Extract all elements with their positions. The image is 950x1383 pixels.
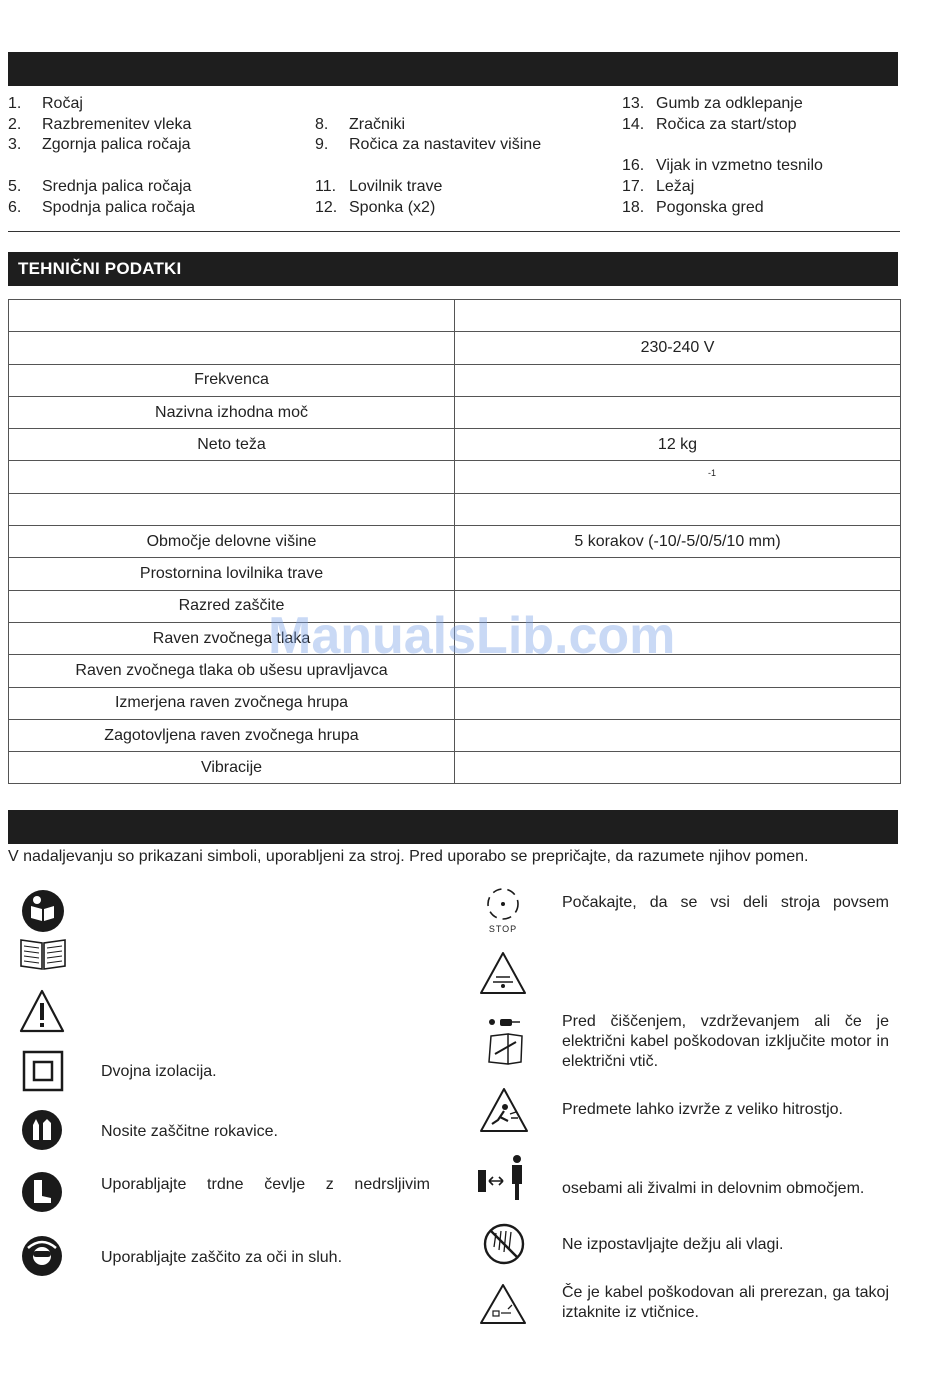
spec-label: Zagotovljena raven zvočnega hrupa [9, 719, 455, 751]
stop-rotation-icon [480, 884, 526, 936]
list-item: 17. Ležaj [622, 177, 695, 195]
spec-label [9, 493, 455, 525]
spec-value: 5 korakov (-10/-5/0/5/10 mm) [455, 526, 901, 558]
spec-label: Izmerjena raven zvočnega hrupa [9, 687, 455, 719]
list-item: 11. Lovilnik trave [315, 177, 443, 195]
specs-header-bar [8, 252, 898, 286]
thrown-objects-text: Predmete lahko izvrže z veliko hitrostjo. [562, 1101, 843, 1118]
table-row [9, 300, 901, 332]
stop-label: STOP [488, 924, 518, 934]
spec-value [455, 622, 901, 654]
spec-label: Neto teža [9, 429, 455, 461]
spec-value [455, 687, 901, 719]
spec-label [9, 300, 455, 332]
thrown-objects-icon [478, 1086, 530, 1134]
spec-label: Območje delovne višine [9, 526, 455, 558]
spec-value [455, 364, 901, 396]
spec-value [455, 558, 901, 590]
parts-header-bar [8, 52, 898, 86]
eye-ear-protection-icon [20, 1234, 64, 1278]
list-item: 1. Ročaj [8, 95, 83, 112]
watermark: ManualsLib.com [268, 607, 676, 665]
spec-value [455, 590, 901, 622]
table-row [9, 752, 901, 784]
list-item: 13. Gumb za odklepanje [622, 95, 803, 112]
specs-table [8, 299, 901, 784]
spec-label: Raven zvočnega tlaka [9, 622, 455, 654]
table-row [9, 396, 901, 428]
blade-hazard-icon [478, 950, 528, 996]
symbols-intro: V nadaljevanju so prikazani simboli, uporabljeni za stroj. Pred uporabo se prepričajte, da razumete njihov pomen. [8, 848, 809, 865]
spec-label [9, 332, 455, 364]
table-row [9, 429, 901, 461]
open-book-icon [18, 936, 68, 972]
spec-value [455, 655, 901, 687]
spec-value [455, 300, 901, 332]
list-item: 8. Zračniki [315, 115, 406, 133]
list-item: 9. Ročica za nastavitev višine [315, 136, 542, 154]
rain-text: Ne izpostavljajte dežju ali vlagi. [562, 1236, 784, 1253]
spec-value: 230-240 V [455, 332, 901, 364]
wait-stop-text: Počakajte, da se vsi deli stroja povsem [562, 894, 889, 911]
safety-boots-icon [20, 1170, 64, 1214]
warning-triangle-icon [18, 988, 66, 1034]
table-row [9, 364, 901, 396]
rotating-arrows-icon [480, 884, 526, 924]
table-row [9, 687, 901, 719]
spec-value [455, 719, 901, 751]
boots-text: Uporabljajte trdne čevlje z nedrsljivim [101, 1176, 430, 1193]
keep-distance-icon [476, 1150, 530, 1204]
list-item: 6. Spodnja palica ročaja [8, 198, 195, 216]
spec-label: Raven zvočnega tlaka ob ušesu upravljavca [9, 655, 455, 687]
spec-value [455, 493, 901, 525]
no-rain-icon [482, 1222, 526, 1266]
list-item: 2. Razbremenitev vleka [8, 115, 192, 133]
list-item: 3. Zgornja palica ročaja [8, 136, 191, 154]
rpm-superscript: -1 [708, 468, 717, 479]
read-manual-icon [20, 888, 66, 934]
spec-value: 12 kg [455, 429, 901, 461]
double-insulation-text: Dvojna izolacija. [101, 1063, 217, 1080]
spec-label: Vibracije [9, 752, 455, 784]
table-row [9, 493, 901, 525]
table-row [9, 622, 901, 654]
list-item: 16. Vijak in vzmetno tesnilo [622, 157, 823, 175]
spec-value [455, 752, 901, 784]
spec-label: Frekvenca [9, 364, 455, 396]
eye-ear-text: Uporabljajte zaščito za oči in sluh. [101, 1249, 343, 1266]
table-row [9, 655, 901, 687]
disconnect-text: Pred čiščenjem, vzdrževanjem ali če je električni kabel poškodovan izključite motor in električni vtič. [562, 1013, 889, 1070]
list-item: 5. Srednja palica ročaja [8, 177, 192, 195]
list-item: 18. Pogonska gred [622, 198, 764, 216]
section-divider [8, 231, 900, 232]
spec-label: Razred zaščite [9, 590, 455, 622]
gloves-text: Nosite zaščitne rokavice. [101, 1123, 278, 1140]
spec-label [9, 461, 455, 493]
table-row [9, 461, 901, 493]
table-row [9, 590, 901, 622]
list-item: 12. Sponka (x2) [315, 198, 436, 216]
gloves-icon [20, 1108, 64, 1152]
specs-header-title: TEHNIČNI PODATKI [18, 259, 182, 278]
symbols-header-bar [8, 810, 898, 844]
table-row [9, 558, 901, 590]
unplug-maintenance-icon [486, 1014, 524, 1066]
double-insulation-icon [22, 1050, 64, 1092]
cable-text: Če je kabel poškodovan ali prerezan, ga takoj iztaknite iz vtičnice. [562, 1284, 889, 1321]
table-row [9, 719, 901, 751]
list-item: 14. Ročica za start/stop [622, 115, 797, 133]
table-row [9, 332, 901, 364]
table-row [9, 526, 901, 558]
spec-label: Prostornina lovilnika trave [9, 558, 455, 590]
spec-label: Nazivna izhodna moč [9, 396, 455, 428]
spec-value [455, 396, 901, 428]
spec-value [455, 461, 901, 493]
damaged-cable-icon [478, 1282, 528, 1326]
bystanders-text: osebami ali živalmi in delovnim območjem. [562, 1180, 865, 1197]
